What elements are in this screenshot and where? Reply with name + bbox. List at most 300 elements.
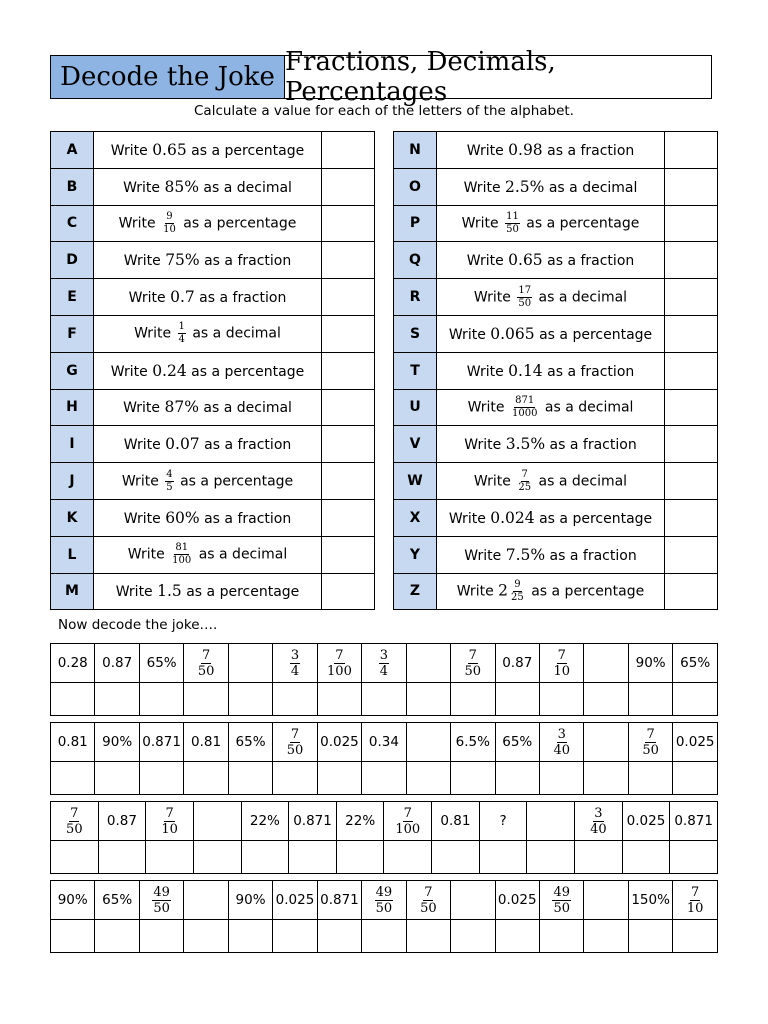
write-word: Write	[466, 363, 509, 380]
answer-letter-box[interactable]	[51, 920, 95, 953]
code-cell	[451, 644, 495, 683]
answer-letter-box[interactable]	[51, 762, 95, 795]
answer-letter-box[interactable]	[139, 683, 183, 716]
write-word: Write	[110, 363, 153, 380]
question-value: 2.5%	[505, 177, 545, 196]
answer-letter-box[interactable]	[495, 920, 539, 953]
joke-row-1	[50, 643, 718, 716]
answer-letter-box[interactable]	[193, 841, 241, 874]
fraction-numerator: 7	[403, 805, 412, 821]
question-target: as a fraction	[199, 253, 292, 270]
answer-letter-box[interactable]	[336, 841, 384, 874]
letter-cell: C	[51, 205, 94, 242]
fraction-numerator: 11	[506, 210, 519, 222]
answer-letter-box[interactable]	[362, 762, 406, 795]
fraction	[178, 322, 186, 345]
answer-box[interactable]	[665, 536, 718, 573]
question-cell	[437, 463, 665, 500]
code-cell: 0.871	[289, 802, 337, 841]
question-target: as a percentage	[178, 215, 297, 232]
fraction-numerator: 7	[468, 647, 477, 663]
letter-row-y	[394, 536, 718, 573]
code-cell: 90%	[51, 881, 95, 920]
code-cell: 0.87	[495, 644, 539, 683]
letter-cell: T	[394, 352, 437, 389]
letter-cell: E	[51, 279, 94, 316]
answer-box[interactable]	[322, 205, 375, 242]
code-cell	[406, 881, 450, 920]
code-cell	[539, 881, 583, 920]
question-cell	[94, 132, 322, 169]
fraction-numerator: 3	[557, 726, 566, 742]
code-cell: 65%	[228, 723, 272, 762]
question-value: 0.065	[490, 324, 535, 343]
write-word: Write	[123, 400, 165, 417]
write-word: Write	[110, 142, 153, 159]
fraction	[517, 286, 532, 309]
fraction-numerator: 7	[165, 805, 174, 821]
answer-box[interactable]	[322, 573, 375, 610]
answer-letter-box[interactable]	[98, 841, 146, 874]
answer-letter-box[interactable]	[584, 762, 628, 795]
code-cell: 0.28	[51, 644, 95, 683]
question-value: 1.5	[157, 582, 182, 601]
letter-row-p	[394, 205, 718, 242]
code-cell	[539, 644, 583, 683]
answer-box[interactable]	[665, 463, 718, 500]
space-cell	[584, 644, 628, 683]
fraction-numerator: 7	[424, 884, 433, 900]
fraction-denominator: 50	[642, 742, 659, 758]
fraction-numerator: 7	[521, 468, 528, 480]
answer-letter-box[interactable]	[406, 762, 450, 795]
fraction-numerator: 81	[175, 542, 189, 554]
question-cell	[94, 315, 322, 352]
fraction	[379, 649, 389, 678]
question-value: 0.024	[490, 508, 535, 527]
joke-row-3	[50, 801, 718, 874]
fraction-numerator: 3	[594, 805, 603, 821]
fraction-denominator: 25	[518, 481, 532, 493]
answer-letter-box[interactable]	[406, 920, 450, 953]
code-cell: 0.025	[622, 802, 670, 841]
fraction-numerator: 871	[515, 394, 535, 406]
write-word: Write	[464, 437, 506, 454]
question-cell	[94, 426, 322, 463]
code-cell	[539, 723, 583, 762]
answer-box[interactable]	[322, 242, 375, 279]
answer-box[interactable]	[665, 426, 718, 463]
answer-letter-box[interactable]	[51, 841, 99, 874]
question-cell	[437, 573, 665, 610]
write-word: Write	[467, 399, 509, 416]
letter-cell: U	[394, 389, 437, 426]
letter-row-v	[394, 426, 718, 463]
code-cell: 0.025	[273, 881, 317, 920]
answer-letter-box[interactable]	[495, 683, 539, 716]
fraction-denominator: 4	[379, 663, 389, 679]
letter-row-r	[394, 279, 718, 316]
answer-box[interactable]	[322, 463, 375, 500]
fraction	[394, 807, 421, 836]
answer-letter-box[interactable]	[317, 762, 361, 795]
letter-row-b	[51, 168, 375, 205]
answer-letter-box[interactable]	[539, 920, 583, 953]
answer-box[interactable]	[322, 168, 375, 205]
code-cell	[384, 802, 432, 841]
fraction-denominator: 5	[166, 481, 173, 493]
code-cell	[139, 881, 183, 920]
question-cell	[94, 463, 322, 500]
fraction-numerator: 9	[514, 578, 521, 590]
question-target: as a decimal	[198, 179, 292, 196]
fraction-numerator: 9	[166, 210, 173, 222]
letter-cell: I	[51, 426, 94, 463]
space-cell	[584, 881, 628, 920]
fraction-numerator: 1	[178, 321, 185, 333]
answer-letter-box[interactable]	[451, 683, 495, 716]
fraction-numerator: 3	[290, 647, 300, 663]
question-cell	[437, 536, 665, 573]
fraction-denominator: 1000	[511, 407, 538, 419]
answer-letter-box[interactable]	[139, 920, 183, 953]
fraction-denominator: 50	[420, 900, 437, 916]
fraction-denominator: 50	[197, 663, 215, 679]
answer-letter-box[interactable]	[228, 762, 272, 795]
fraction-numerator: 17	[518, 284, 532, 296]
answer-box[interactable]	[665, 352, 718, 389]
code-cell: 0.81	[432, 802, 480, 841]
code-cell: 65%	[495, 723, 539, 762]
fraction	[511, 396, 538, 419]
code-cell: 65%	[139, 644, 183, 683]
fraction	[171, 543, 192, 566]
answer-box[interactable]	[665, 315, 718, 352]
answer-letter-box[interactable]	[228, 920, 272, 953]
letter-row-t	[394, 352, 718, 389]
answer-box[interactable]	[322, 132, 375, 169]
answer-box[interactable]	[665, 168, 718, 205]
fraction-numerator: 49	[375, 884, 393, 900]
fraction-denominator: 50	[518, 297, 532, 309]
letter-row-w	[394, 463, 718, 500]
question-cell	[437, 242, 665, 279]
code-cell: 0.34	[362, 723, 406, 762]
answer-box[interactable]	[665, 573, 718, 610]
answer-letter-box[interactable]	[628, 683, 672, 716]
fraction-denominator: 50	[375, 900, 393, 916]
answer-letter-box[interactable]	[584, 920, 628, 953]
answer-letter-box[interactable]	[289, 841, 337, 874]
question-cell	[94, 352, 322, 389]
answer-letter-box[interactable]	[673, 683, 718, 716]
answer-letter-box[interactable]	[479, 841, 527, 874]
answer-letter-box[interactable]	[273, 920, 317, 953]
code-cell: 0.871	[670, 802, 718, 841]
answer-letter-box[interactable]	[317, 920, 361, 953]
answer-letter-box[interactable]	[146, 841, 194, 874]
letter-row-n	[394, 132, 718, 169]
answer-letter-box[interactable]	[673, 920, 718, 953]
fraction	[197, 649, 216, 678]
answer-letter-box[interactable]	[628, 920, 672, 953]
write-word: Write	[456, 583, 499, 600]
write-word: Write	[464, 547, 506, 564]
answer-letter-box[interactable]	[622, 841, 670, 874]
question-target: as a decimal	[534, 289, 628, 306]
code-cell: 6.5%	[451, 723, 495, 762]
question-cell	[94, 536, 322, 573]
fraction	[375, 886, 394, 915]
code-cell	[184, 644, 228, 683]
code-cell	[362, 644, 406, 683]
answer-letter-box[interactable]	[670, 841, 718, 874]
fraction-denominator: 25	[511, 591, 524, 603]
question-value: 0.14	[508, 361, 543, 380]
letter-row-m	[51, 573, 375, 610]
fraction	[552, 886, 571, 915]
answer-letter-box[interactable]	[184, 762, 228, 795]
space-cell	[584, 723, 628, 762]
letter-row-h	[51, 389, 375, 426]
question-value: 85%	[164, 177, 199, 196]
fraction	[162, 212, 177, 235]
fraction	[326, 649, 353, 678]
answer-letter-box[interactable]	[228, 683, 272, 716]
answer-box[interactable]	[322, 536, 375, 573]
answer-letter-box[interactable]	[539, 762, 583, 795]
fraction-denominator: 40	[590, 821, 607, 837]
answer-letter-box[interactable]	[362, 920, 406, 953]
answer-box[interactable]	[322, 279, 375, 316]
space-cell	[451, 881, 495, 920]
answer-letter-box[interactable]	[384, 841, 432, 874]
question-target: as a decimal	[187, 325, 281, 342]
write-word: Write	[466, 253, 509, 270]
answer-box[interactable]	[322, 315, 375, 352]
fraction	[510, 580, 525, 603]
letter-row-c	[51, 205, 375, 242]
answer-letter-box[interactable]	[184, 683, 228, 716]
fraction	[65, 807, 84, 836]
answer-letter-box[interactable]	[451, 762, 495, 795]
answer-box[interactable]	[322, 426, 375, 463]
letter-cell: Q	[394, 242, 437, 279]
answer-letter-box[interactable]	[273, 762, 317, 795]
space-cell	[184, 881, 228, 920]
fraction	[552, 649, 571, 678]
answer-letter-box[interactable]	[673, 762, 718, 795]
fraction	[160, 807, 179, 836]
answer-letter-box[interactable]	[584, 683, 628, 716]
code-cell: ?	[479, 802, 527, 841]
letter-row-l	[51, 536, 375, 573]
code-cell: 0.025	[317, 723, 361, 762]
write-word: Write	[448, 326, 491, 343]
answer-letter-box[interactable]	[628, 762, 672, 795]
question-target: as a percentage	[534, 326, 653, 343]
question-value: 60%	[165, 508, 200, 527]
fraction-denominator: 4	[178, 334, 185, 346]
question-cell	[437, 426, 665, 463]
code-row	[51, 881, 718, 920]
question-target: as a decimal	[198, 400, 292, 417]
fraction-denominator: 50	[506, 223, 519, 235]
answer-box[interactable]	[665, 132, 718, 169]
question-target: as a percentage	[186, 142, 305, 159]
question-target: as a fraction	[542, 142, 635, 159]
question-target: as a percentage	[534, 510, 653, 527]
code-cell	[673, 881, 718, 920]
letter-cell: D	[51, 242, 94, 279]
write-word: Write	[448, 510, 491, 527]
question-value: 0.65	[152, 140, 187, 159]
answer-row	[51, 920, 718, 953]
code-cell: 0.87	[98, 802, 146, 841]
letter-cell: G	[51, 352, 94, 389]
letter-row-a	[51, 132, 375, 169]
fraction	[419, 886, 438, 915]
question-value: 0.07	[165, 435, 200, 454]
answer-box[interactable]	[322, 389, 375, 426]
question-target: as a percentage	[526, 583, 645, 600]
fraction-denominator: 10	[553, 663, 570, 679]
answer-box[interactable]	[665, 389, 718, 426]
question-target: as a fraction	[199, 437, 292, 454]
answer-letter-box[interactable]	[406, 683, 450, 716]
letter-cell: K	[51, 499, 94, 536]
fraction-numerator: 7	[290, 726, 300, 742]
letter-cell: O	[394, 168, 437, 205]
question-target: as a percentage	[181, 584, 300, 601]
answer-letter-box[interactable]	[51, 683, 95, 716]
answer-box[interactable]	[665, 279, 718, 316]
fraction	[589, 807, 608, 836]
code-cell: 0.81	[51, 723, 95, 762]
question-cell	[437, 499, 665, 536]
fraction-numerator: 7	[557, 647, 566, 663]
joke-row-4	[50, 880, 718, 953]
answer-box[interactable]	[665, 242, 718, 279]
fraction-numerator: 49	[553, 884, 570, 900]
answer-letter-box[interactable]	[241, 841, 289, 874]
code-cell	[273, 723, 317, 762]
answer-letter-box[interactable]	[184, 920, 228, 953]
write-word: Write	[115, 584, 158, 601]
letter-cell: P	[394, 205, 437, 242]
title-decode: Decode the Joke	[51, 56, 285, 98]
answer-letter-box[interactable]	[95, 920, 139, 953]
write-word: Write	[123, 179, 165, 196]
question-value: 7.5%	[505, 545, 546, 564]
space-cell	[193, 802, 241, 841]
letter-cell: L	[51, 536, 94, 573]
answer-letter-box[interactable]	[362, 683, 406, 716]
fraction-numerator: 7	[646, 726, 655, 742]
answer-letter-box[interactable]	[539, 683, 583, 716]
fraction-denominator: 10	[161, 821, 178, 837]
letter-cell: A	[51, 132, 94, 169]
answer-letter-box[interactable]	[451, 920, 495, 953]
joke-row-2	[50, 722, 718, 795]
letter-row-z	[394, 573, 718, 610]
fraction-denominator: 100	[172, 555, 192, 567]
answer-letter-box[interactable]	[575, 841, 623, 874]
question-value: 0.24	[152, 361, 187, 380]
fraction	[165, 470, 173, 493]
letter-cell: X	[394, 499, 437, 536]
code-cell	[146, 802, 194, 841]
write-word: Write	[118, 215, 161, 232]
fraction-numerator: 7	[691, 884, 700, 900]
letter-row-q	[394, 242, 718, 279]
answer-box[interactable]	[665, 499, 718, 536]
letter-cell: R	[394, 279, 437, 316]
letter-cell: B	[51, 168, 94, 205]
answer-letter-box[interactable]	[527, 841, 575, 874]
question-target: as a fraction	[545, 547, 637, 564]
letter-row-x	[394, 499, 718, 536]
code-cell	[273, 644, 317, 683]
letters-table-left	[50, 131, 375, 610]
letter-cell: M	[51, 573, 94, 610]
answer-letter-box[interactable]	[317, 683, 361, 716]
letter-cell: S	[394, 315, 437, 352]
code-cell: 0.871	[317, 881, 361, 920]
question-target: as a decimal	[540, 399, 634, 416]
question-value: 75%	[165, 251, 200, 270]
letter-row-g	[51, 352, 375, 389]
answer-letter-box[interactable]	[95, 762, 139, 795]
question-target: as a decimal	[534, 473, 628, 490]
write-word: Write	[121, 473, 164, 490]
answer-box[interactable]	[665, 205, 718, 242]
question-cell	[94, 499, 322, 536]
answer-letter-box[interactable]	[273, 683, 317, 716]
write-word: Write	[123, 437, 166, 454]
letter-row-d	[51, 242, 375, 279]
answer-box[interactable]	[322, 499, 375, 536]
answer-letter-box[interactable]	[495, 762, 539, 795]
fraction-denominator: 40	[553, 742, 570, 758]
fraction	[505, 212, 520, 235]
question-cell	[94, 242, 322, 279]
letter-row-u	[394, 389, 718, 426]
question-cell	[437, 352, 665, 389]
code-row	[51, 802, 718, 841]
answer-letter-box[interactable]	[95, 683, 139, 716]
answer-box[interactable]	[322, 352, 375, 389]
code-cell: 22%	[241, 802, 289, 841]
answer-letter-box[interactable]	[432, 841, 480, 874]
letter-cell: N	[394, 132, 437, 169]
question-cell	[437, 132, 665, 169]
answer-letter-box[interactable]	[139, 762, 183, 795]
question-target: as a fraction	[542, 363, 635, 380]
code-cell: 22%	[336, 802, 384, 841]
mixed-whole-number: 2	[498, 581, 509, 600]
fraction-denominator: 100	[327, 663, 352, 679]
code-row	[51, 644, 718, 683]
code-cell	[628, 723, 672, 762]
fraction	[686, 886, 705, 915]
letter-cell: Y	[394, 536, 437, 573]
fraction-denominator: 10	[163, 223, 176, 235]
fraction	[552, 728, 571, 757]
fraction-denominator: 100	[395, 821, 421, 837]
instructions: Calculate a value for each of the letters of the alphabet.	[194, 103, 574, 119]
code-cell: 90%	[628, 644, 672, 683]
